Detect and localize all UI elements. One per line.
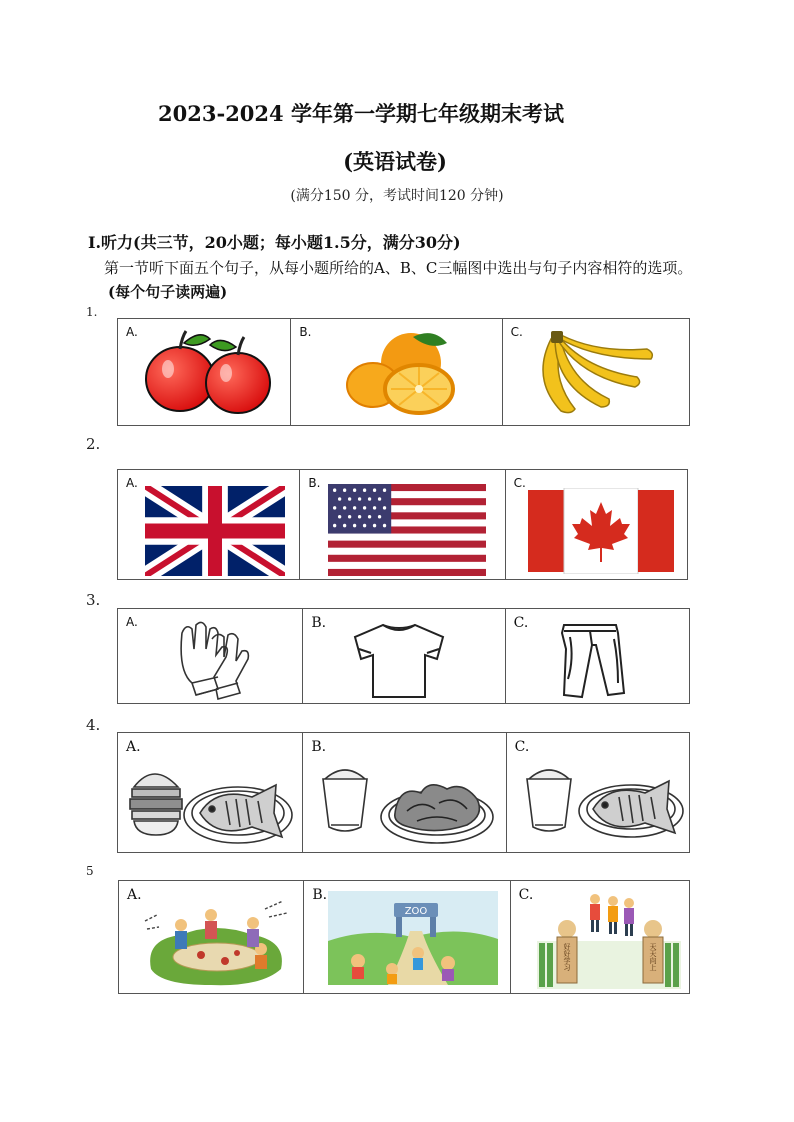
- question-number-1: 1.: [86, 305, 98, 319]
- picnic-icon: [141, 891, 291, 989]
- section-heading: I.听力(共三节，20小题；每小题1.5分，满分30分): [88, 233, 461, 252]
- option-label: B.: [299, 325, 312, 339]
- question-4-options: [117, 732, 690, 853]
- option-label: A.: [126, 739, 141, 755]
- t-shirt-icon: [347, 619, 451, 699]
- option-5b[interactable]: [304, 881, 510, 993]
- question-number-4: 4.: [86, 716, 101, 734]
- exam-subtitle: (英语试卷): [343, 149, 447, 174]
- gloves-icon: [162, 619, 262, 703]
- option-label: B.: [308, 476, 321, 490]
- question-1-options: [117, 318, 690, 426]
- option-label: A.: [127, 887, 142, 903]
- hamburger-and-fish-icon: [126, 757, 302, 849]
- option-2a[interactable]: [118, 470, 300, 579]
- option-1b[interactable]: [291, 319, 502, 425]
- option-2b[interactable]: [300, 470, 505, 579]
- option-1c[interactable]: [503, 319, 689, 425]
- option-4c[interactable]: [507, 733, 689, 852]
- left-pillar-text: 好好学习: [562, 943, 571, 971]
- question-3-options: [117, 608, 690, 704]
- section-instruction: [88, 256, 728, 304]
- question-number-3: 3.: [86, 591, 101, 609]
- question-number-2: 2.: [86, 435, 101, 453]
- rice-and-fish-icon: [521, 755, 687, 849]
- option-3b[interactable]: [303, 609, 505, 703]
- option-4b[interactable]: [303, 733, 506, 852]
- zoo-icon: [328, 891, 498, 985]
- school-gate-icon: [537, 891, 681, 989]
- option-label: C.: [510, 325, 523, 339]
- rice-and-vegetables-icon: [317, 755, 497, 849]
- option-3c[interactable]: [506, 609, 689, 703]
- us-flag-icon: [328, 484, 486, 576]
- canada-flag-icon: [528, 488, 674, 574]
- option-label: B.: [311, 739, 327, 755]
- option-2c[interactable]: [506, 470, 687, 579]
- bananas-icon: [531, 329, 661, 421]
- question-2-options: [117, 469, 688, 580]
- option-label: A.: [126, 476, 138, 490]
- option-label: B.: [312, 887, 328, 903]
- option-1a[interactable]: [118, 319, 291, 425]
- option-5c[interactable]: [511, 881, 689, 993]
- option-label: A.: [126, 325, 138, 339]
- oranges-icon: [343, 329, 463, 417]
- option-label: A.: [126, 615, 138, 629]
- pants-icon: [556, 619, 632, 699]
- option-4a[interactable]: [118, 733, 303, 852]
- option-label: B.: [311, 615, 327, 631]
- option-3a[interactable]: [118, 609, 303, 703]
- instruction-note: (每个句子读两遍): [108, 283, 228, 301]
- exam-title: 2023-2024 学年第一学期七年级期末考试: [158, 101, 564, 126]
- option-label: C.: [513, 476, 526, 490]
- option-label: C.: [513, 615, 529, 631]
- uk-flag-icon: [145, 486, 285, 576]
- question-number-5: 5: [86, 864, 94, 878]
- exam-info: (满分150 分，考试时间120 分钟): [290, 188, 504, 204]
- option-label: C.: [514, 739, 530, 755]
- question-5-options: [118, 880, 690, 994]
- instruction-text: 第一节听下面五个句子，从每小题所给的A、B、C三幅图中选出与句子内容相符的选项。: [104, 259, 693, 277]
- zoo-sign-text: ZOO: [405, 906, 428, 917]
- right-pillar-text: 天天向上: [648, 943, 657, 971]
- option-label: C.: [518, 887, 534, 903]
- option-5a[interactable]: [119, 881, 304, 993]
- apples-icon: [140, 325, 280, 417]
